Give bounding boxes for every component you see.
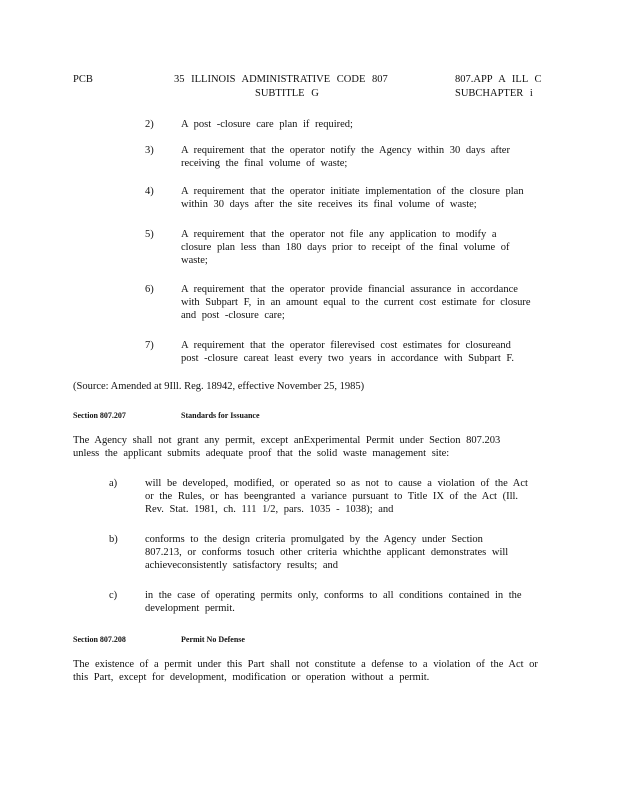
list-item	[145, 589, 522, 615]
list-item-line: development permit.	[145, 603, 235, 614]
list-item-line: Rev. Stat. 1981, ch. 111 1/2, pars. 1035 - 1038); and	[145, 504, 394, 515]
section-number: Section 807.207	[73, 411, 126, 420]
header-title-line1: 35 ILLINOIS ADMINISTRATIVE CODE 807	[174, 74, 388, 85]
list-item-number: 4)	[145, 186, 154, 197]
list-item-line: A requirement that the operator not file any application to modify a	[181, 229, 497, 240]
list-item	[181, 118, 353, 131]
list-item-line: A requirement that the operator notify the Agency within 30 days after	[181, 145, 510, 156]
list-item	[145, 477, 528, 516]
list-item-line: receiving the final volume of waste;	[181, 158, 348, 169]
source-note: (Source: Amended at 9Ill. Reg. 18942, effective November 25, 1985)	[73, 381, 365, 392]
list-item-number: 2)	[145, 119, 154, 130]
list-item-number: a)	[109, 478, 118, 489]
list-item	[181, 339, 514, 365]
list-item	[181, 144, 510, 170]
list-item-line: or the Rules, or has beengranted a variance pursuant to Title IX of the Act (Ill.	[145, 491, 519, 502]
list-item-line: with Subpart F, in an amount equal to the current cost estimate for closure	[181, 297, 531, 308]
section-paragraph	[73, 658, 538, 684]
list-item-line: closure plan less than 180 days prior to receipt of the final volume of	[181, 242, 510, 253]
list-item	[181, 185, 524, 211]
list-item-line: 807.213, or conforms tosuch other criteria whichthe applicant demonstrates will	[145, 547, 509, 558]
list-item-number: 6)	[145, 284, 154, 295]
list-item-number: b)	[109, 534, 118, 545]
list-item-line: A post -closure care plan if required;	[181, 119, 353, 130]
paragraph-line: this Part, except for development, modification or operation without a permit.	[73, 672, 430, 683]
list-item-line: within 30 days after the site receives its final volume of waste;	[181, 199, 477, 210]
list-item-line: conforms to the design criteria promulgated by the Agency under Section	[145, 534, 483, 545]
header-agency: PCB	[73, 74, 93, 85]
paragraph-line: unless the applicant submits adequate proof that the solid waste management site:	[73, 448, 450, 459]
section-title: Standards for Issuance	[181, 411, 260, 420]
list-item-line: A requirement that the operator provide financial assurance in accordance	[181, 284, 518, 295]
list-item-line: achieveconsistently satisfactory results; and	[145, 560, 338, 571]
header-title-line2: SUBTITLE G	[255, 88, 319, 99]
list-item-line: will be developed, modified, or operated so as not to cause a violation of the Act	[145, 478, 528, 489]
header-section-ref: 807.APP A ILL C	[455, 74, 542, 85]
list-item	[181, 228, 510, 267]
section-title: Permit No Defense	[181, 635, 245, 644]
section-number: Section 807.208	[73, 635, 126, 644]
list-item-line: A requirement that the operator filerevised cost estimates for closureand	[181, 340, 511, 351]
list-item-number: 7)	[145, 340, 154, 351]
section-paragraph	[73, 434, 500, 460]
paragraph-line: The Agency shall not grant any permit, except anExperimental Permit under Section 807.203	[73, 435, 501, 446]
list-item	[181, 283, 531, 322]
header-subchapter: SUBCHAPTER i	[455, 88, 533, 99]
list-item-number: 5)	[145, 229, 154, 240]
list-item-line: waste;	[181, 255, 208, 266]
list-item-number: 3)	[145, 145, 154, 156]
list-item-line: post -closure careat least every two years in accordance with Subpart F.	[181, 353, 515, 364]
list-item	[145, 533, 508, 572]
list-item-line: A requirement that the operator initiate implementation of the closure plan	[181, 186, 524, 197]
list-item-line: in the case of operating permits only, conforms to all conditions contained in the	[145, 590, 522, 601]
paragraph-line: The existence of a permit under this Part shall not constitute a defense to a violation of the Act or	[73, 659, 538, 670]
list-item-number: c)	[109, 590, 118, 601]
list-item-line: and post -closure care;	[181, 310, 285, 321]
